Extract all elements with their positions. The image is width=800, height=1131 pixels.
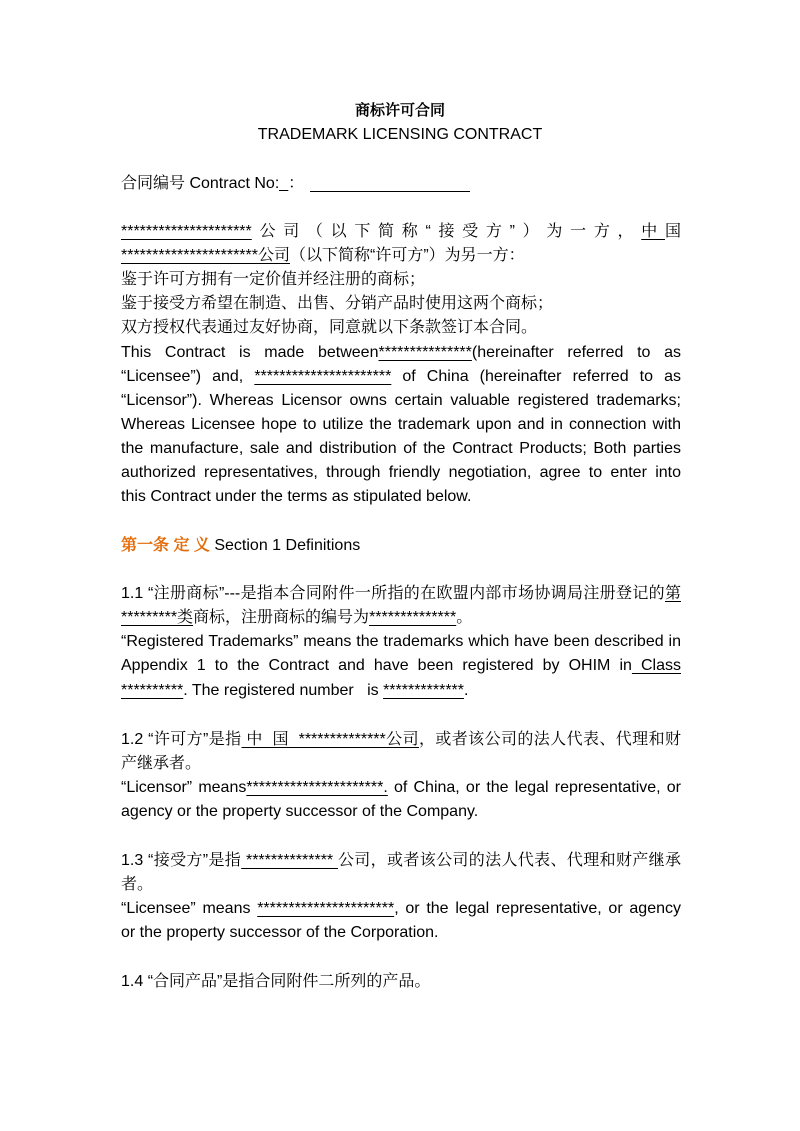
clause-1-3-cn-line-1 [121, 849, 681, 873]
clause-text: of China, or the legal representative, or [387, 779, 681, 796]
registered-number-blank: ************* [383, 682, 465, 699]
title-english: TRADEMARK LICENSING CONTRACT [257, 126, 543, 143]
registration-number-blank: ************** [369, 609, 457, 626]
en-para-text: of China (hereinafter referred to as [402, 368, 681, 385]
clause-1-2-en-line-1 [121, 776, 681, 800]
en-para-text: “Licensee”) and, [121, 368, 244, 385]
clause-1-2-en-line-2: agency or the property successor of the Company. [121, 803, 479, 820]
whereas-1: 鉴于许可方拥有一定价值并经注册的商标； [121, 271, 426, 288]
clause-text: , or the legal representative, or agency [394, 900, 681, 917]
parties-text-2: （以下简称“许可方”）为另一方： [290, 247, 525, 264]
clause-blank: 第 [664, 585, 681, 602]
clause-1-1-cn-line-2 [121, 606, 681, 630]
en-para-text: This Contract is made between [121, 344, 379, 361]
section-1-heading [121, 534, 681, 558]
licensee-blank: ************** [241, 852, 338, 869]
clause-text: 。 [456, 609, 473, 626]
clause-text: 1.2 “许可方”是指 [121, 731, 242, 748]
parties-line-1 [121, 220, 681, 244]
clause-text: Appendix 1 to the Contract and have been registered by OHIM in [121, 657, 632, 674]
en-para-line-5: the manufacture, sale and distribution of the Contract Products; Both parties [121, 440, 681, 457]
clause-text: ，或者该公司的法人代表、代理和财 [418, 731, 681, 748]
parties-line-2 [121, 244, 681, 268]
section-1-heading-en: Section 1 Definitions [214, 537, 361, 554]
clause-1-2-cn-line-1 [121, 728, 681, 752]
clause-1-3-en-line-1 [121, 897, 681, 921]
clause-text: . [464, 682, 469, 699]
clause-text: . The registered number is [183, 682, 384, 699]
clause-1-3-cn-line-2: 者。 [121, 876, 154, 893]
title-chinese: 商标许可合同 [354, 102, 445, 119]
clause-1-3-en-line-2: or the property successor of the Corporation. [121, 924, 439, 941]
licensee-blank-en: ********************** [257, 900, 395, 917]
whereas-2: 鉴于接受方希望在制造、出售、分销产品时使用这两个商标； [121, 295, 554, 312]
parties-country-suffix: 国 [664, 223, 681, 240]
whereas-3: 双方授权代表通过友好协商，同意就以下条款签订本合同。 [121, 319, 538, 336]
licensor-blank: 中 国 **************公司 [241, 731, 419, 748]
en-para-line-7: this Contract under the terms as stipulated below. [121, 488, 472, 505]
clause-text: “Licensor” means [121, 779, 247, 796]
section-1-heading-cn: 第一条 定 义 [121, 537, 210, 554]
contract-number-blank [310, 175, 470, 192]
clause-1-1-cn-line-1 [121, 582, 681, 606]
clause-blank: Class [631, 657, 682, 674]
en-licensor-blank: ********************** [254, 368, 392, 385]
clause-1-1-en-line-1: “Registered Trademarks” means the trademarks which have been described in [121, 633, 681, 650]
en-para-line-2 [121, 365, 681, 389]
clause-text: “Licensee” means [121, 900, 258, 917]
licensor-blank-en: **********************. [246, 779, 388, 796]
en-para-line-4: Whereas Licensee hope to utilize the trademark upon and in connection with [121, 416, 681, 433]
clause-text: 公司，或者该公司的法人代表、代理和财产继承 [337, 852, 681, 869]
class-number-blank: ********** [121, 682, 184, 699]
clause-1-2-cn-line-2: 产继承者。 [121, 755, 202, 772]
parties-text-1: 公司（以下简称“接受方”）为一方， [251, 223, 642, 240]
en-para-line-3: “Licensor”). Whereas Licensor owns certain valuable registered trademarks; [121, 392, 681, 409]
en-para-line-1 [121, 341, 681, 365]
en-licensee-blank: *************** [378, 344, 472, 361]
licensor-name-blank: ********************** [121, 247, 258, 264]
clause-1-1-en-line-2 [121, 654, 681, 678]
contract-number-label: 合同编号 Contract No:_： [121, 175, 305, 192]
contract-number-line [121, 172, 681, 196]
en-para-line-6: authorized representatives, through friendly negotiation, agree to enter into [121, 464, 681, 481]
clause-text: 商标，注册商标的编号为 [193, 609, 370, 626]
licensor-company-word: 公司 [257, 247, 290, 264]
trademark-class-blank: *********类 [121, 609, 194, 626]
en-para-text: (hereinafter referred to as [471, 344, 682, 361]
clause-text: 1.1 “注册商标”---是指本合同附件一所指的在欧盟内部市场协调局注册登记的 [121, 585, 665, 602]
clause-1-1-en-line-3 [121, 679, 681, 703]
clause-text: 1.3 “接受方”是指 [121, 852, 242, 869]
licensee-name-blank: ********************* [121, 223, 252, 240]
licensor-country-blank: 中 [641, 223, 665, 240]
clause-1-4-cn: 1.4 “合同产品”是指合同附件二所列的产品。 [121, 973, 431, 990]
